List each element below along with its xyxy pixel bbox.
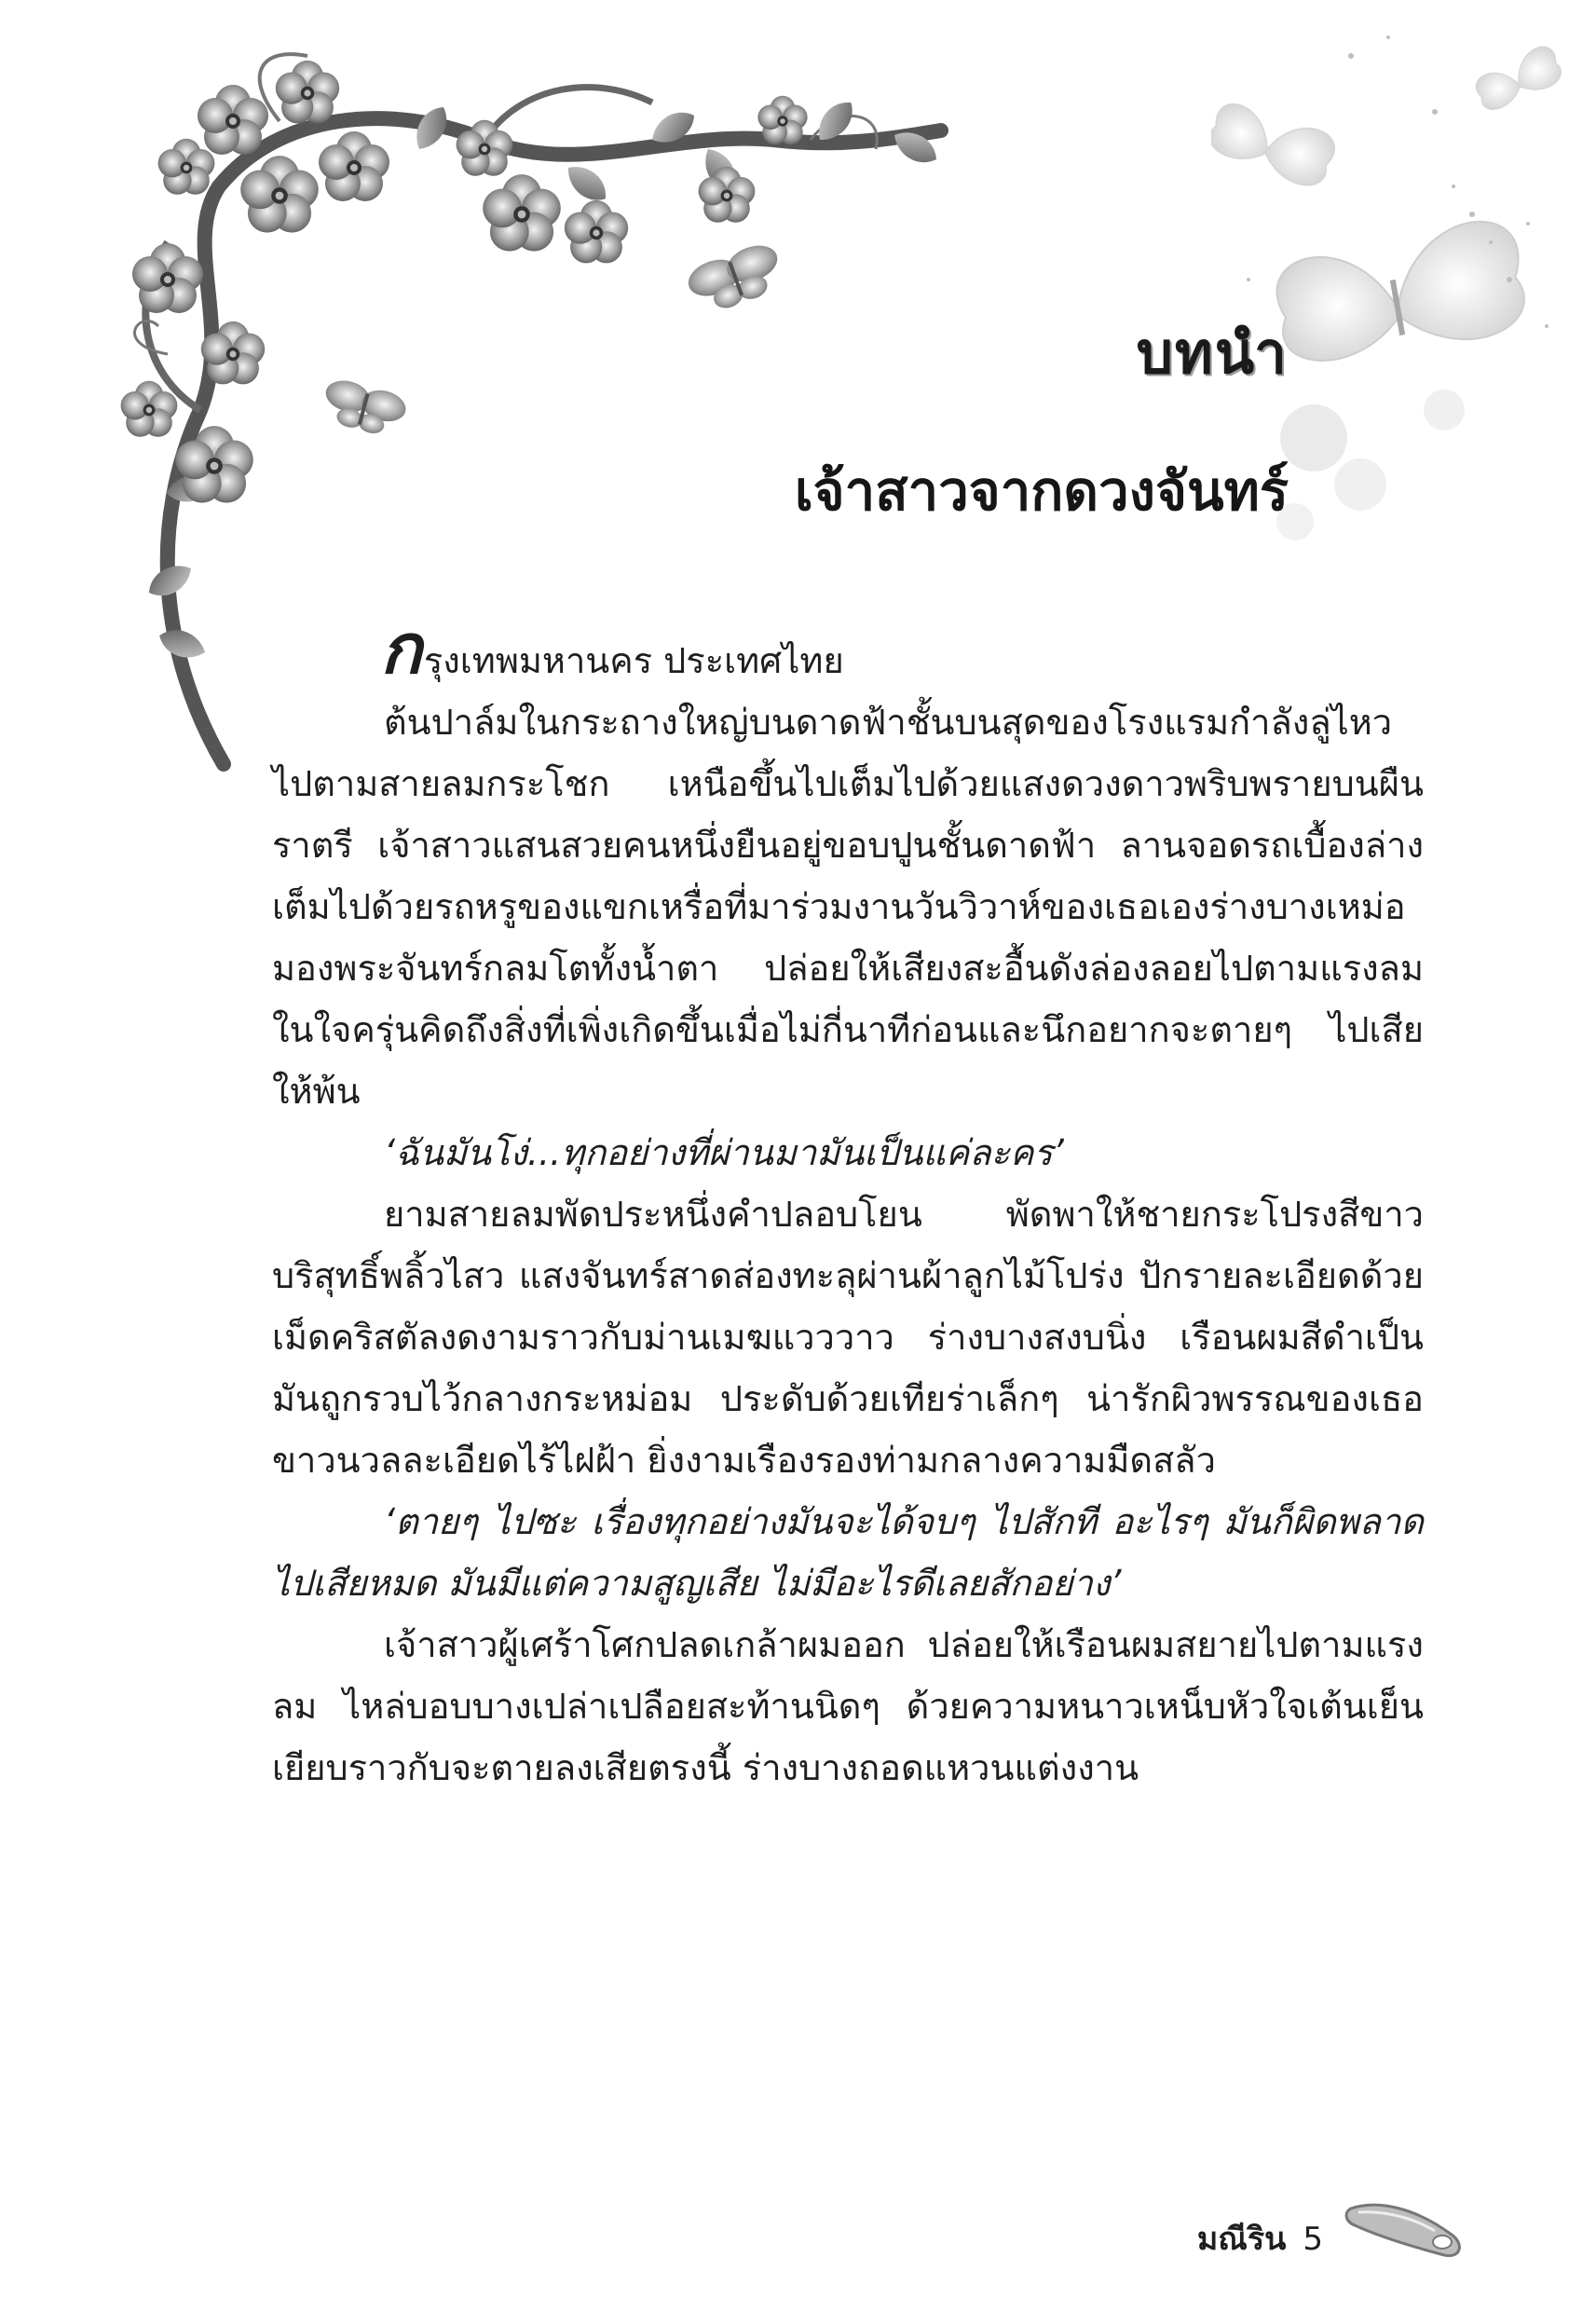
chapter-label: บทนำ <box>1136 319 1289 387</box>
bottle-opener-icon <box>1342 2190 1472 2264</box>
paragraph: เจ้าสาวผู้เศร้าโศกปลดเกล้าผมออก ปล่อยให้เรือนผมสยายไปตามแรงลม ไหล่บอบบางเปล่าเปลือยสะท้านนิดๆ ด้วยความหนาวเหน็บหัวใจเต้นเย็นเยียบราวกับจะตายลงเสียตรงนี้ ร่างบางถอดแหวนแต่งงาน <box>272 1624 1424 1788</box>
page-footer <box>932 2213 1323 2263</box>
thought-quote: ‘ฉันมันโง่...ทุกอย่างที่ผ่านมามันเป็นแค่ละคร’ <box>384 1132 1064 1173</box>
opening-line-text: รุงเทพมหานคร ประเทศไทย <box>423 640 844 681</box>
page-number: 5 <box>1303 2221 1323 2258</box>
body-text <box>272 609 1424 1798</box>
footer-author: มณีริน <box>1196 2221 1287 2258</box>
chapter-title: เจ้าสาวจากดวงจันทร์ <box>794 461 1289 522</box>
paragraph: ต้นปาล์มในกระถางใหญ่บนดาดฟ้าชั้นบนสุดของโรงแรมกำลังลู่ไหวไปตามสายลมกระโชก เหนือขึ้นไปเต็มไปด้วยแสงดวงดาวพริบพรายบนผืนราตรี เจ้าสาวแสนสวยคนหนึ่งยืนอยู่ขอบปูนชั้นดาดฟ้า ลานจอดรถเบื้องล่างเต็มไปด้วยรถหรูของแขกเหรื่อที่มาร่วมงานวันวิวาห์ของเธอเองร่างบางเหม่อมองพระจันทร์กลมโตทั้งน้ำตา ปล่อยให้เสียงสะอื้นดังล่องลอยไปตามแรงลม ในใจครุ่นคิดถึงสิ่งที่เพิ่งเกิดขึ้นเมื่อไม่กี่นาทีก่อนและนึกอยากจะตายๆ ไปเสียให้พ้น <box>272 702 1424 1112</box>
thought-quote: ‘ตายๆ ไปซะ เรื่องทุกอย่างมันจะได้จบๆ ไปสักที อะไรๆ มันก็ผิดพลาดไปเสียหมด มันมีแต่ความสูญเสีย ไม่มีอะไรดีเลยสักอย่าง’ <box>272 1501 1424 1604</box>
opening-line <box>272 609 1424 691</box>
paragraph: ยามสายลมพัดประหนึ่งคำปลอบโยน พัดพาให้ชายกระโปรงสีขาวบริสุทธิ์พลิ้วไสว แสงจันทร์สาดส่องทะลุผ่านผ้าลูกไม้โปร่ง ปักรายละเอียดด้วยเม็ดคริสตัลงดงามราวกับม่านเมฆแวววาว ร่างบางสงบนิ่ง เรือนผมสีดำเป็นมันถูกรวบไว้กลางกระหม่อม ประดับด้วยเทียร่าเล็กๆ น่ารักผิวพรรณของเธอขาวนวลละเอียดไร้ไฝฝ้า ยิ่งงามเรืองรองท่ามกลางความมืดสลัว <box>272 1194 1424 1481</box>
drop-cap: ก <box>380 609 422 690</box>
